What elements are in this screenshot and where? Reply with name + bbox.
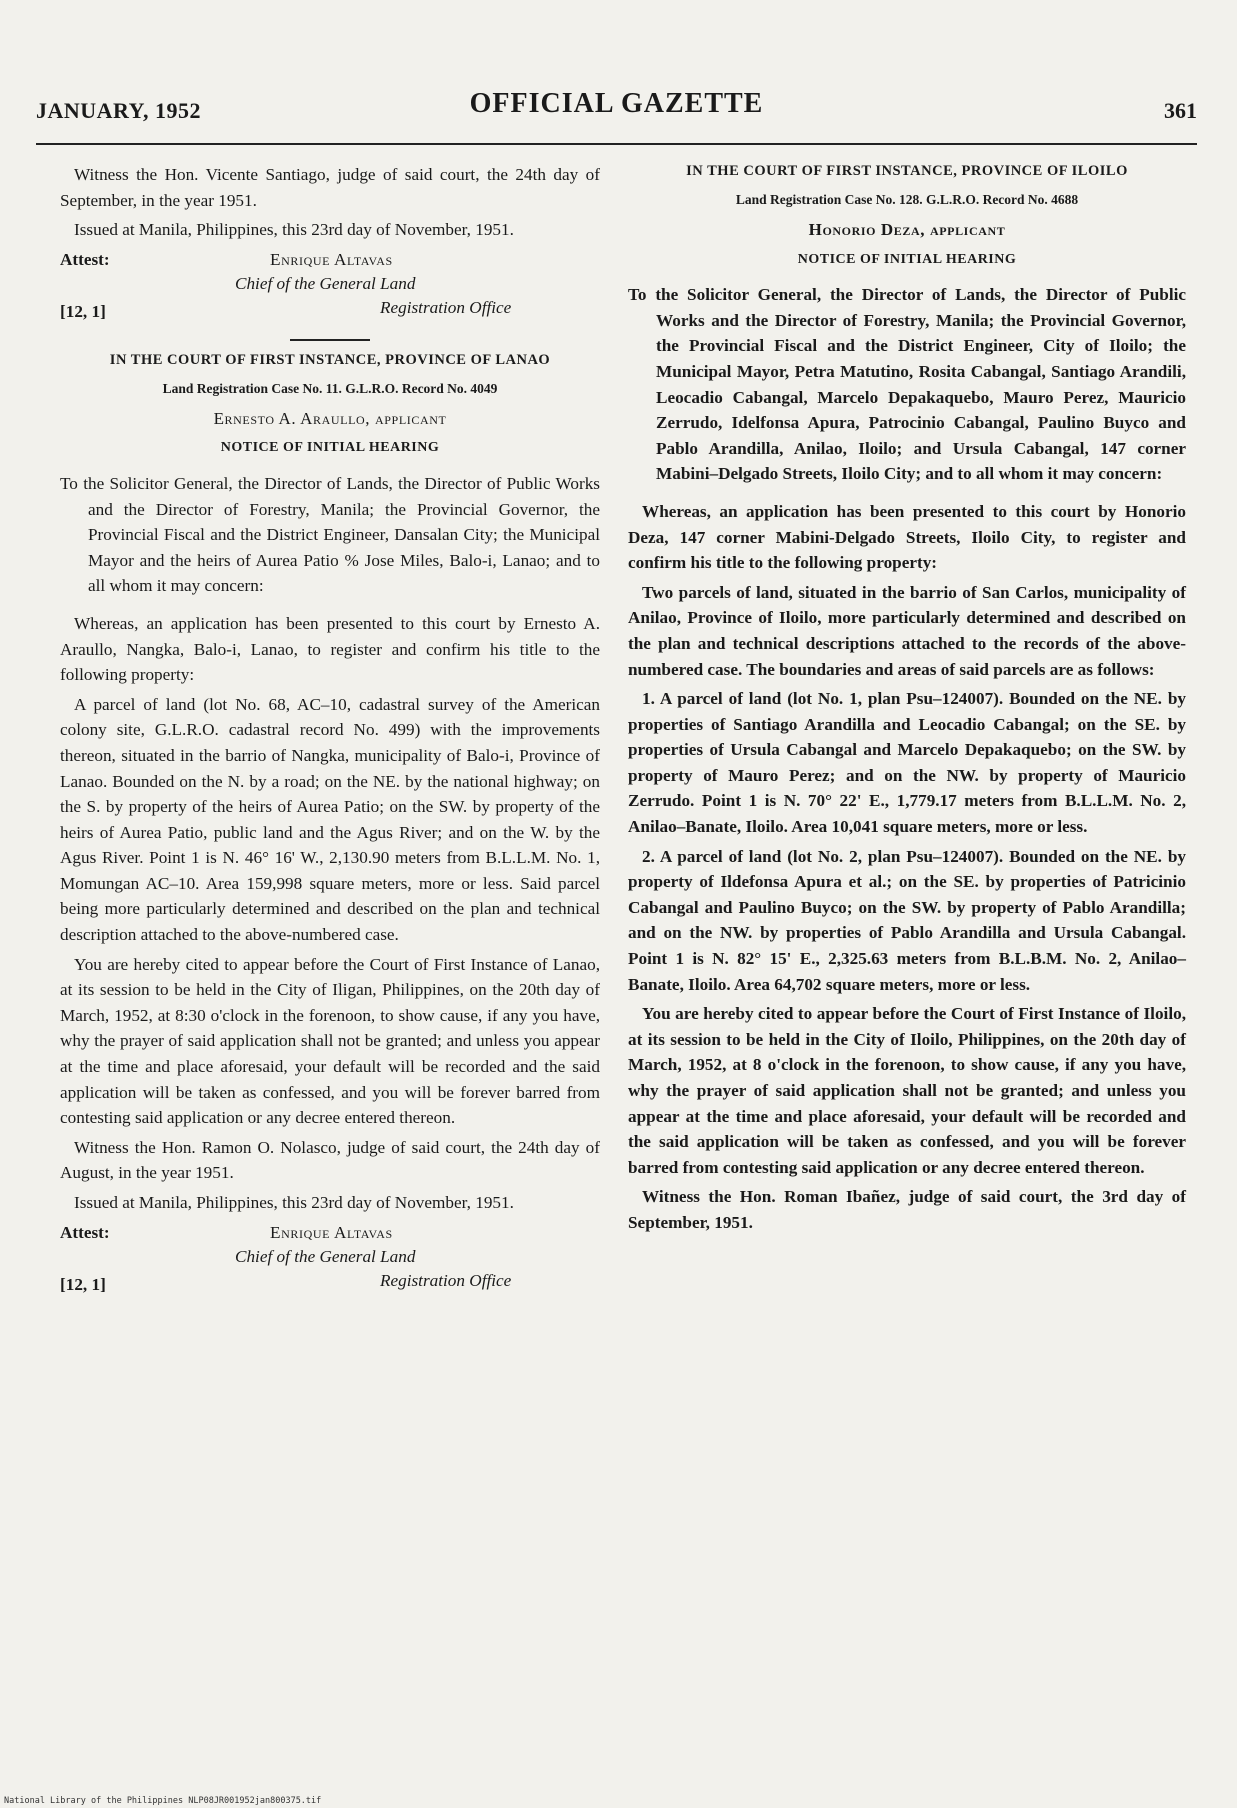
applicant-name: Ernesto A. Araullo, applicant — [213, 408, 447, 428]
property-summary: Two parcels of land, situated in the barrio of San Carlos, municipality of Anilao, Province of Iloilo, more particularly determined and described on the plan and technical descriptions attached to the records of the above-numbered case. The boundaries and areas of said parcels are as follows: — [628, 582, 1186, 679]
witness-paragraph: Witness the Hon. Ramon O. Nolasco, judge of said court, the 24th day of August, in the year 1951. — [60, 1137, 600, 1183]
applicant-name: Honorio Deza, applicant — [808, 220, 1006, 239]
witness-paragraph: Witness the Hon. Vicente Santiago, judge of said court, the 24th day of September, in the year 1951. — [60, 165, 600, 210]
attest-label: Attest: — [60, 1222, 110, 1242]
page-number: 361 — [1164, 98, 1197, 123]
parcel-1-description: 1. A parcel of land (lot No. 1, plan Psu–124007). Bounded on the NE. by properties of Santiago Arandilla and Leocadio Cabangal; on the SE. by properties of Ursula Cabangal and Marcelo Depakaquebo; on the SW. by property of Mauro Perez; and on the NW. by property of Mauricio Zerrudo. Point 1 is N. 70° 22' E., 1,779.17 meters from B.L.L.M. No. 2, Anilao–Banate, Iloilo. Area 10,041 square meters, more or less. — [628, 689, 1186, 837]
issue-reference: [12, 1] — [60, 1274, 106, 1294]
notice-heading: NOTICE OF INITIAL HEARING — [220, 440, 440, 456]
attest-name: Enrique Altavas — [270, 249, 393, 269]
body-paragraph: Whereas, an application has been presented to this court by Ernesto A. Araullo, Nangka, Balo-i, Lanao, to register and confirm his title to the following property: — [60, 613, 600, 685]
left-column — [60, 162, 600, 1306]
court-heading: IN THE COURT OF FIRST INSTANCE, PROVINCE OF ILOILO — [686, 163, 1128, 179]
attestation-block — [60, 1220, 600, 1300]
attest-name: Enrique Altavas — [270, 1222, 393, 1242]
case-number: Land Registration Case No. 11. G.L.R.O. Record No. 4049 — [162, 380, 498, 396]
attest-label: Attest: — [60, 249, 110, 269]
publication-title: OFFICIAL GAZETTE — [469, 88, 764, 119]
issue-reference: [12, 1] — [60, 301, 106, 321]
attestation-block — [60, 247, 600, 327]
summons-paragraph: You are hereby cited to appear before the Court of First Instance of Lanao, at its session to be held in the City of Iligan, Philippines, on the 20th day of March, 1952, at 8:30 o'clock in the forenoon, to show cause, if any you have, why the prayer of said application shall not be granted; and unless you appear at the time and place aforesaid, your default will be recorded and the said application will be taken as confessed, and you will be forever barred from contesting said application or any decree entered thereon. — [60, 954, 600, 1128]
addressee-paragraph: To the Solicitor General, the Director of Lands, the Director of Public Works and the Director of Forestry, Manila; the Provincial Governor, the Provincial Fiscal and the District Engineer, Dansalan City; the Municipal Mayor and the heirs of Aurea Patio % Jose Miles, Balo-i, Lanao; and to all whom it may concern: — [60, 473, 600, 596]
header-rule — [36, 143, 1197, 145]
witness-paragraph: Witness the Hon. Roman Ibañez, judge of said court, the 3rd day of September, 1951. — [628, 1187, 1186, 1232]
court-heading: IN THE COURT OF FIRST INSTANCE, PROVINCE OF LANAO — [109, 351, 551, 368]
page-header — [36, 88, 1197, 136]
header-date: JANUARY, 1952 — [36, 98, 202, 123]
case-number: Land Registration Case No. 128. G.L.R.O. Record No. 4688 — [735, 192, 1079, 207]
right-column — [628, 162, 1186, 1240]
scan-footer: National Library of the Philippines NLP08JR001952jan800375.tif — [4, 1796, 322, 1806]
issued-paragraph: Issued at Manila, Philippines, this 23rd day of November, 1951. — [74, 1193, 514, 1212]
attest-title-line2: Registration Office — [380, 297, 512, 317]
notice-heading: NOTICE OF INITIAL HEARING — [797, 251, 1017, 267]
attest-title-line2: Registration Office — [380, 1270, 512, 1290]
attest-title-line1: Chief of the General Land — [235, 273, 416, 293]
section-divider — [290, 339, 370, 341]
property-description: A parcel of land (lot No. 68, AC–10, cadastral survey of the American colony site, G.L.R.O. cadastral record No. 499) with the improvements thereon, situated in the barrio of Nangka, municipality of Balo-i, Province of Lanao. Bounded on the N. by a road; on the NE. by the national highway; on the S. by property of the heirs of Aurea Patio; on the SW. by property of the heirs of Aurea Patio, public land and the Agus River; and on the W. by the Agus River. Point 1 is N. 46° 16' W., 2,130.90 meters from B.L.L.M. No. 1, Momungan AC–10. Area 159,998 square meters, more or less. Said parcel being more particularly determined and described on the plan and technical description attached to the above-numbered case. — [60, 694, 600, 945]
issued-paragraph: Issued at Manila, Philippines, this 23rd day of November, 1951. — [74, 220, 514, 240]
body-paragraph: Whereas, an application has been presented to this court by Honorio Deza, 147 corner Mabini-Delgado Streets, Iloilo City, to register and confirm his title to the following property: — [628, 501, 1186, 573]
addressee-paragraph: To the Solicitor General, the Director of Lands, the Director of Public Works and the Director of Forestry, Manila; the Provincial Governor, the Provincial Fiscal and the District Engineer, City of Iloilo; the Municipal Mayor, Petra Matutino, Rosita Cabangal, Santiago Arandili, Leocadio Cabangal, Marcelo Depakaquebo, Mauro Perez, Mauricio Zerrudo, Idelfonsa Apura, Patrocinio Cabangal, Paulino Buyco and Pablo Arandilla, Anilao, Iloilo; and Ursula Cabangal, 147 corner Mabini–Delgado Streets, Iloilo City; and to all whom it may concern: — [628, 285, 1186, 484]
parcel-2-description: 2. A parcel of land (lot No. 2, plan Psu–124007). Bounded on the NE. by property of Ildefonsa Apura et al.; on the SE. by properties of Patricinio Cabangal and Paulino Buyco; on the SW. by property of Pablo Arandilla; and on the NW. by properties of Pablo Arandilla and Ursula Cabangal. Point 1 is N. 82° 15' E., 2,325.63 meters from B.L.B.M. No. 2, Anilao–Banate, Iloilo. Area 64,702 square meters, more or less. — [628, 846, 1186, 994]
summons-paragraph: You are hereby cited to appear before the Court of First Instance of Iloilo, at its session to be held in the City of Iloilo, Philippines, on the 20th day of March, 1952, at 8 o'clock in the forenoon, to show cause, if any you have, why the prayer of said application shall not be granted; and unless you appear at the time and place aforesaid, your default will be recorded and the said application will be taken as confessed, and you will be forever barred from contesting said application or any decree entered thereon. — [628, 1004, 1186, 1177]
attest-title-line1: Chief of the General Land — [235, 1246, 416, 1266]
